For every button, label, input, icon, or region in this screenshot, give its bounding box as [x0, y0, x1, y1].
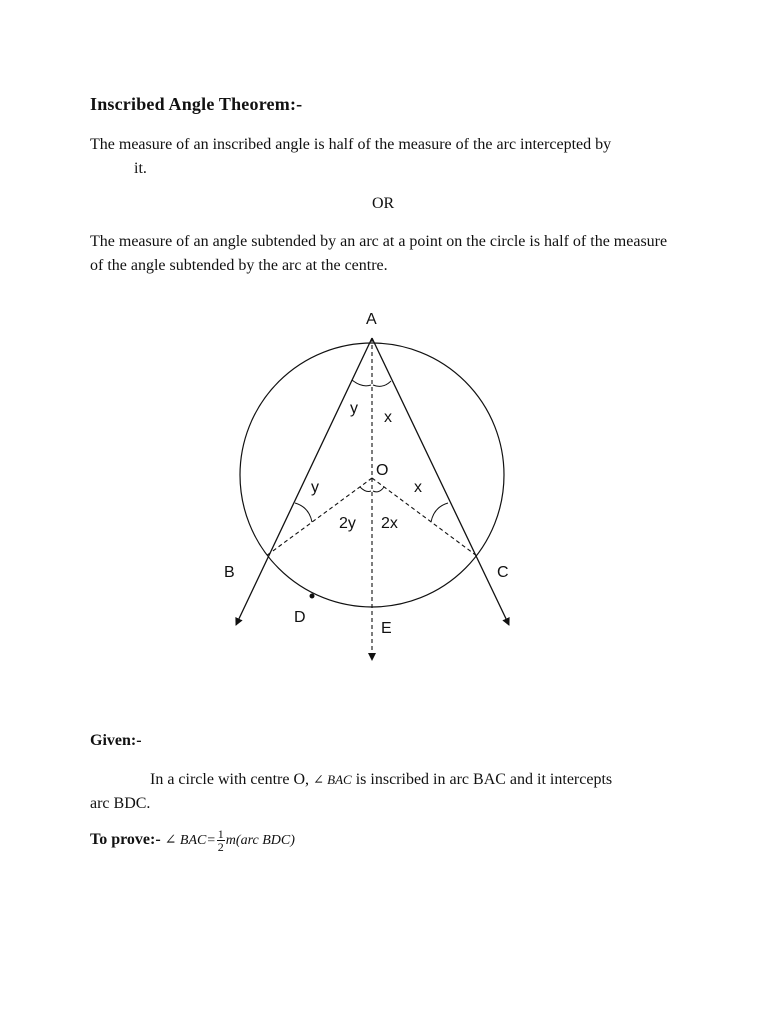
angle-arc-B	[295, 503, 312, 522]
circle-diagram	[0, 290, 768, 690]
given-text-part1: In a circle with centre O,	[150, 771, 310, 788]
alternate-statement: The measure of an angle subtended by an arc at a point on the circle is half of the measure of the angle subtended by the arc at the centre.	[90, 233, 668, 274]
theorem-statement-line1: The measure of an inscribed angle is half of the measure of the arc intercepted by	[90, 136, 612, 153]
label-B: B	[224, 564, 235, 581]
label-D: D	[294, 609, 306, 626]
fraction-denominator: 2	[217, 840, 224, 854]
label-x-mid: x	[414, 479, 422, 496]
ray-AC	[372, 338, 509, 625]
label-2x: 2x	[381, 515, 398, 532]
to-prove-formula	[165, 828, 295, 853]
point-D	[310, 594, 315, 599]
given-text	[90, 768, 690, 816]
theorem-statement	[90, 133, 680, 181]
given-angle-bac: ∠ BAC	[313, 772, 352, 787]
given-line2: arc BDC.	[90, 795, 151, 812]
formula-left: ∠ BAC	[164, 833, 207, 848]
label-2y: 2y	[339, 515, 356, 532]
label-C: C	[497, 564, 509, 581]
angle-arc-C	[431, 503, 448, 522]
heading: Inscribed Angle Theorem:-	[90, 94, 303, 114]
theorem-statement-line2: it.	[134, 160, 147, 177]
given-text-part2: is inscribed in arc BAC and it intercepts	[355, 771, 613, 788]
label-A: A	[366, 311, 377, 328]
formula-equals: =	[206, 832, 216, 848]
fraction-numerator: 1	[217, 827, 224, 841]
dashed-OB	[266, 478, 372, 556]
formula-fraction	[217, 828, 225, 853]
given-label: Given:-	[90, 732, 142, 749]
ray-AB	[236, 338, 372, 625]
to-prove	[90, 828, 295, 853]
label-x-top: x	[384, 409, 392, 426]
label-E: E	[381, 620, 392, 637]
angle-arc-A-right	[373, 381, 391, 386]
formula-right: m(arc BDC)	[225, 832, 295, 848]
angle-arc-O-right	[373, 487, 384, 492]
angle-arc-A-left	[352, 380, 371, 386]
label-y-top: y	[350, 400, 358, 417]
or-separator: OR	[372, 195, 395, 212]
label-y-mid: y	[311, 479, 319, 496]
label-O: O	[376, 462, 389, 479]
given-line1	[90, 768, 690, 792]
angle-arc-O-left	[360, 487, 371, 492]
to-prove-label: To prove:-	[90, 831, 161, 848]
